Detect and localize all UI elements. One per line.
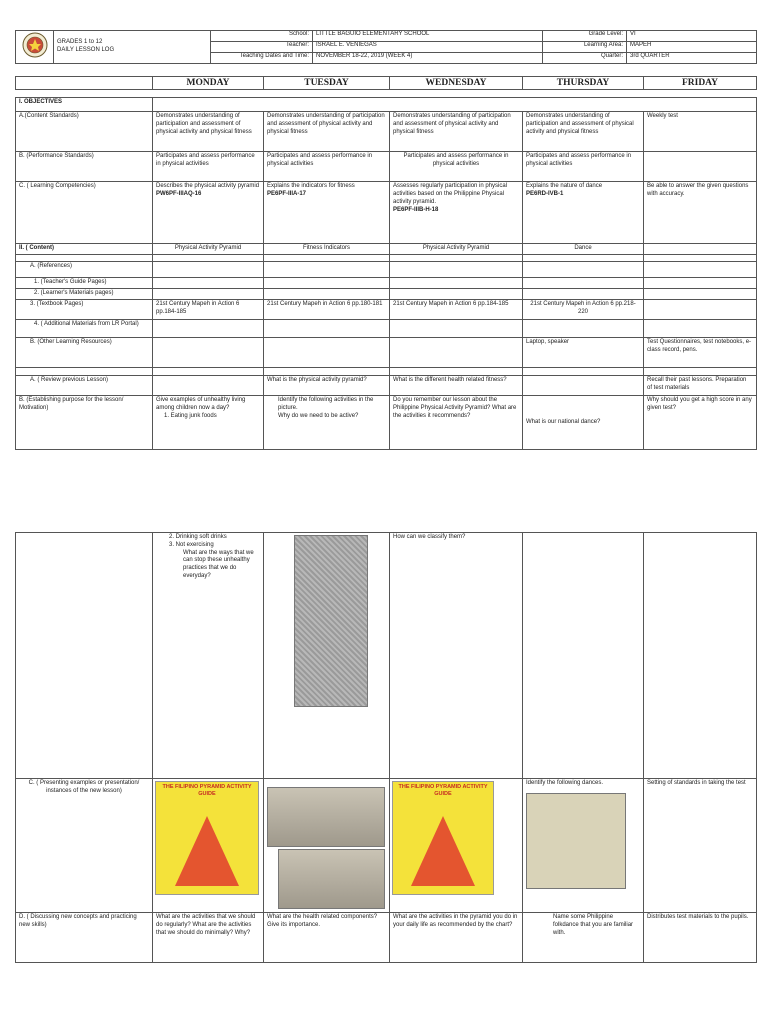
presenting-row — [16, 779, 757, 913]
cell: What is our national dance? — [523, 395, 644, 449]
row-label: A.(Content Standards) — [16, 112, 153, 152]
pyramid-shape — [175, 816, 239, 886]
teacher-label: Teacher: — [211, 42, 313, 53]
cell: Why should you get a high score in any given test? — [644, 395, 757, 449]
cell — [644, 299, 757, 319]
cell: Recall their past lessons. Preparation of test materials — [644, 375, 757, 395]
dates-label: Teaching Dates and Time: — [211, 53, 313, 64]
cell — [390, 779, 523, 913]
cell: Demonstrates understanding of participation and assessment of physical activity and physical fitness — [153, 112, 264, 152]
cell: Demonstrates understanding of participation and assessment of physical activity and physical fitness — [523, 112, 644, 152]
purpose-item: 2. Drinking soft drinks — [169, 534, 227, 540]
pyramid-title: THE FILIPINO PYRAMID ACTIVITY GUIDE — [162, 784, 252, 798]
activities-picture — [294, 535, 368, 707]
cell: Participates and assess performance in physical activities — [264, 152, 390, 182]
day-wednesday: WEDNESDAY — [390, 77, 523, 90]
cell — [153, 375, 264, 395]
competency-code: PW6PF-IIIAQ-16 — [156, 191, 202, 198]
cell: What is the physical activity pyramid? — [264, 375, 390, 395]
competency-code: PE6PF-IIIB-H-18 — [393, 206, 439, 213]
school-value: LITTLE BAGUIO ELEMENTARY SCHOOL — [313, 31, 543, 42]
objectives-row — [16, 98, 757, 112]
quarter-label: Quarter: — [543, 53, 627, 64]
folk-dance-picture — [526, 793, 626, 889]
objectives-label: I. OBJECTIVES — [16, 98, 153, 112]
cell: Name some Philippine folkdance that you are familiar with. — [523, 913, 644, 963]
cell — [644, 152, 757, 182]
cell — [264, 779, 390, 913]
cell — [523, 375, 644, 395]
purpose-question-2: Why do we need to be active? — [278, 412, 359, 419]
lesson-table — [15, 76, 757, 450]
cell — [644, 533, 757, 779]
cell — [644, 244, 757, 255]
cell: Participates and assess performance in physical activities — [523, 152, 644, 182]
health-components-picture-1 — [267, 787, 385, 847]
competency-text: Describes the physical activity pyramid — [156, 183, 260, 190]
cell: Physical Activity Pyramid — [153, 244, 264, 255]
cell: Test Questionnaires, test notebooks, e-class record, pens. — [644, 337, 757, 367]
title-line-2: DAILY LESSON LOG — [57, 47, 115, 53]
cell — [153, 337, 264, 367]
cell — [153, 182, 264, 244]
row-label: 3. (Textbook Pages) — [16, 299, 153, 319]
cell: 21st Century Mapeh in Action 6 pp.184-185 — [390, 299, 523, 319]
row-label: B. (Other Learning Resources) — [16, 337, 153, 367]
row-label: C. ( Presenting examples or presentation/ instances of the new lesson) — [16, 779, 153, 913]
cell: 21st Century Mapeh in Action 6 pp.184-185 — [153, 299, 264, 319]
cell: Laptop, speaker — [523, 337, 644, 367]
cell: Demonstrates understanding of participation and assessment of physical activity and physical fitness — [390, 112, 523, 152]
cell — [390, 337, 523, 367]
cell — [523, 779, 644, 913]
cell: Fitness Indicators — [264, 244, 390, 255]
additional-materials-row — [16, 319, 757, 337]
cell — [523, 182, 644, 244]
cell: How can we classify them? — [390, 533, 523, 779]
cell: 21st Century Mapeh in Action 6 pp.180-181 — [264, 299, 390, 319]
cell: Weekly test — [644, 112, 757, 152]
school-label: School: — [211, 31, 313, 42]
purpose-question: Give examples of unhealthy living among children now a day? — [156, 396, 246, 411]
purpose-row — [16, 395, 757, 449]
competency-text: Assesses regularly participation in physical activities based on the Philippine Physical activity pyramid. — [393, 183, 508, 205]
content-row — [16, 244, 757, 255]
cell: What are the activities that we should do regularly? What are the activities that we should do minimally? Why? — [153, 913, 264, 963]
cell: Physical Activity Pyramid — [390, 244, 523, 255]
cell: Demonstrates understanding of participation and assessment of physical activity and physical fitness — [264, 112, 390, 152]
row-label: A. ( Review previous Lesson) — [16, 375, 153, 395]
cell: Setting of standards in taking the test — [644, 779, 757, 913]
cell — [153, 533, 264, 779]
spacer-row — [16, 90, 757, 98]
competencies-row — [16, 182, 757, 244]
purpose-question: What are the ways that we can stop these unhealthy practices that we do everyday? — [183, 549, 254, 579]
title-line-1: GRADES 1 to 12 — [57, 39, 103, 46]
cell: Distributes test materials to the pupils. — [644, 913, 757, 963]
grade-label: Grade Level: — [543, 31, 627, 42]
day-header-empty — [16, 77, 153, 90]
day-thursday: THURSDAY — [523, 77, 644, 90]
cell — [153, 395, 264, 449]
cell: 21st Century Mapeh in Action 6 pp.218-220 — [523, 299, 644, 319]
pyramid-shape — [411, 816, 475, 886]
header-table — [15, 30, 757, 64]
log-title — [54, 31, 211, 64]
blank-row — [16, 255, 757, 262]
day-header-row — [16, 77, 757, 90]
cell: Do you remember our lesson about the Philippine Physical Activity Pyramid? What are the activities it recommends? — [390, 395, 523, 449]
discussing-row — [16, 913, 757, 963]
row-label: 4. ( Additional Materials from LR Portal) — [16, 319, 153, 337]
day-friday: FRIDAY — [644, 77, 757, 90]
cell — [264, 395, 390, 449]
competency-code: PE6RD-IVB-1 — [526, 191, 564, 198]
competency-text: Explains the indicators for fitness — [267, 183, 355, 190]
deped-seal-logo — [16, 31, 54, 64]
row-label: B. (Performance Standards) — [16, 152, 153, 182]
teacher-value: ISRAEL E. VENIEGAS — [313, 42, 543, 53]
cell — [390, 182, 523, 244]
day-monday: MONDAY — [153, 77, 264, 90]
cell: What are the activities in the pyramid you do in your daily life as recommended by the chart? — [390, 913, 523, 963]
purpose-item: 1. Eating junk foods — [164, 412, 217, 419]
cell: What are the health related components? Give its importance. — [264, 913, 390, 963]
cell: Participates and assess performance in physical activities — [390, 152, 523, 182]
area-label: Learning Area: — [543, 42, 627, 53]
grade-value: VI — [627, 31, 757, 42]
cell — [523, 533, 644, 779]
learners-materials-row — [16, 289, 757, 300]
row-label: II. ( Content) — [16, 244, 153, 255]
teachers-guide-row — [16, 278, 757, 289]
cell — [264, 533, 390, 779]
textbook-row — [16, 299, 757, 319]
purpose-item: 3. Not exercising — [169, 541, 214, 548]
pyramid-chart-image — [155, 781, 259, 895]
area-value: MAPEH — [627, 42, 757, 53]
row-label: D. ( Discussing new concepts and practicing new skills) — [16, 913, 153, 963]
content-standards-row — [16, 112, 757, 152]
purpose-continued-row — [16, 533, 757, 779]
performance-standards-row — [16, 152, 757, 182]
lesson-table-continued — [15, 532, 757, 963]
pyramid-title: THE FILIPINO PYRAMID ACTIVITY GUIDE — [398, 784, 488, 798]
pyramid-chart-image — [392, 781, 494, 895]
row-label: B. (Establishing purpose for the lesson/ Motivation) — [16, 395, 153, 449]
row-label: C. ( Learning Competencies) — [16, 182, 153, 244]
cell — [153, 779, 264, 913]
row-label: 1. (Teacher's Guide Pages) — [16, 278, 153, 289]
review-row — [16, 375, 757, 395]
cell: What is the different health related fitness? — [390, 375, 523, 395]
day-tuesday: TUESDAY — [264, 77, 390, 90]
seal-icon — [22, 32, 48, 58]
competency-code: PE6PF-IIIA-17 — [267, 191, 307, 198]
row-label-empty — [16, 533, 153, 779]
row-label: 2. (Learner's Materials pages) — [16, 289, 153, 300]
dates-value: NOVEMBER 18-22, 2019 (WEEK 4) — [313, 53, 543, 64]
cell: Dance — [523, 244, 644, 255]
cell: Participates and assess performance in physical activities — [153, 152, 264, 182]
health-components-picture-2 — [278, 849, 385, 909]
cell: Be able to answer the given questions with accuracy. — [644, 182, 757, 244]
references-row — [16, 262, 757, 278]
other-resources-row — [16, 337, 757, 367]
quarter-value: 3rd QUARTER — [627, 53, 757, 64]
cell — [264, 182, 390, 244]
objectives-span — [153, 98, 757, 112]
competency-text: Explains the nature of dance — [526, 183, 603, 190]
blank-row — [16, 367, 757, 375]
cell — [264, 337, 390, 367]
row-label: A. (References) — [16, 262, 153, 278]
presenting-text: Identify the following dances. — [526, 780, 604, 786]
purpose-question: Identify the following activities in the picture. — [278, 396, 374, 411]
